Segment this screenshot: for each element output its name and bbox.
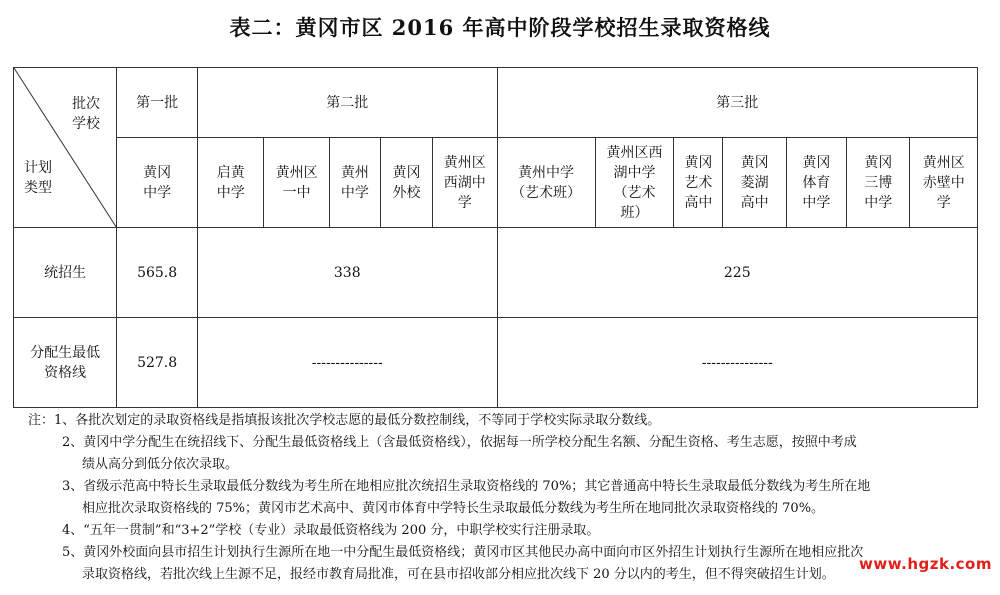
school-header (329, 138, 380, 228)
site-watermark: www.hgzk.com (859, 555, 992, 573)
school-name: 黄冈艺术高中 (684, 154, 713, 211)
corner-plan-text: 计划 (24, 160, 52, 176)
school-name: 黄州区赤壁中学 (922, 154, 965, 211)
note-5: 5、黄冈外校面向县市招生计划执行生源所在地一中分配生最低资格线；黄冈市区其他民办高中面向市区外招生计划执行生源所在地相应批次 (62, 545, 864, 560)
school-header (786, 138, 846, 228)
school-header (910, 138, 978, 228)
corner-type-text: 类型 (24, 180, 52, 196)
batch-3-header: 第三批 (497, 68, 978, 138)
page-title: 表二：黄冈市区 2016 年高中阶段学校招生录取资格线 (229, 15, 771, 40)
note-1: 注：1、各批次划定的录取资格线是指填报该批次学校志愿的最低分数控制线，不等同于学校实际录取分数线。 (28, 413, 661, 428)
row-label-allocated (14, 318, 117, 408)
corner-label-batch (72, 94, 100, 134)
admission-score-table (13, 67, 978, 408)
score-batch-1-unified: 565.8 (117, 228, 198, 318)
school-name: 黄冈体育中学 (802, 154, 831, 211)
school-name: 黄州区西湖中学 (443, 154, 486, 211)
school-header (380, 138, 432, 228)
school-header (197, 138, 263, 228)
school-header (674, 138, 723, 228)
school-name: 黄冈菱湖高中 (740, 154, 769, 211)
score-batch-3-unified: 225 (497, 228, 978, 318)
row-label-unified: 统招生 (14, 228, 117, 318)
score-batch-3-allocated: --------------- (497, 318, 978, 408)
school-name: 黄冈三博中学 (864, 154, 893, 211)
school-header (264, 138, 329, 228)
note-4: 4、“五年一贯制”和“3+2”学校（专业）录取最低资格线为 200 分，中职学校实行注册录取。 (62, 523, 600, 538)
corner-school-text: 学校 (72, 116, 100, 132)
school-name: 黄州中学（艺术班） (511, 164, 582, 201)
note-2: 2、黄冈中学分配生在统招线下、分配生最低资格线上（含最低资格线），依据每一所学校分配生名额、分配生资格、考生志愿，按照中考成 (62, 435, 857, 450)
school-header (117, 138, 198, 228)
diagonal-line (14, 68, 116, 227)
score-batch-1-allocated: 527.8 (117, 318, 198, 408)
note-5-continued: 录取资格线，若批次线上生源不足，报经市教育局批准，可在县市招收部分相应批次线下 20 分以内的考生，但不得突破招生计划。 (82, 567, 835, 582)
note-3: 3、省级示范高中特长生录取最低分数线为考生所在地相应批次统招生录取资格线的 70%；其它普通高中特长生录取最低分数线为考生所在地 (62, 479, 871, 494)
school-name: 黄州中学 (340, 164, 369, 201)
school-name: 黄州区西湖中学（艺术班） (606, 144, 663, 221)
batch-1-header: 第一批 (117, 68, 198, 138)
school-header (433, 138, 497, 228)
school-name: 黄州区一中 (275, 164, 318, 201)
school-header (723, 138, 786, 228)
note-3-continued: 相应批次录取资格线的 75%；黄冈市艺术高中、黄冈市体育中学特长生录取最低分数线为考生所在地同批次录取资格线的 70%。 (82, 501, 825, 516)
row-label-allocated-text: 分配生最低资格线 (30, 344, 101, 381)
school-header (497, 138, 595, 228)
header-corner-cell (14, 68, 117, 228)
school-name: 启黄中学 (216, 164, 245, 201)
school-name: 黄冈中学 (143, 164, 172, 201)
corner-batch-text: 批次 (72, 96, 100, 112)
notes-section (28, 410, 973, 586)
batch-2-header: 第二批 (197, 68, 497, 138)
school-header (847, 138, 910, 228)
corner-label-type (24, 158, 52, 198)
school-name: 黄冈外校 (392, 164, 421, 201)
school-header (595, 138, 674, 228)
score-batch-2-allocated: --------------- (197, 318, 497, 408)
score-batch-2-unified: 338 (197, 228, 497, 318)
note-2-continued: 绩从高分到低分依次录取。 (82, 457, 239, 472)
